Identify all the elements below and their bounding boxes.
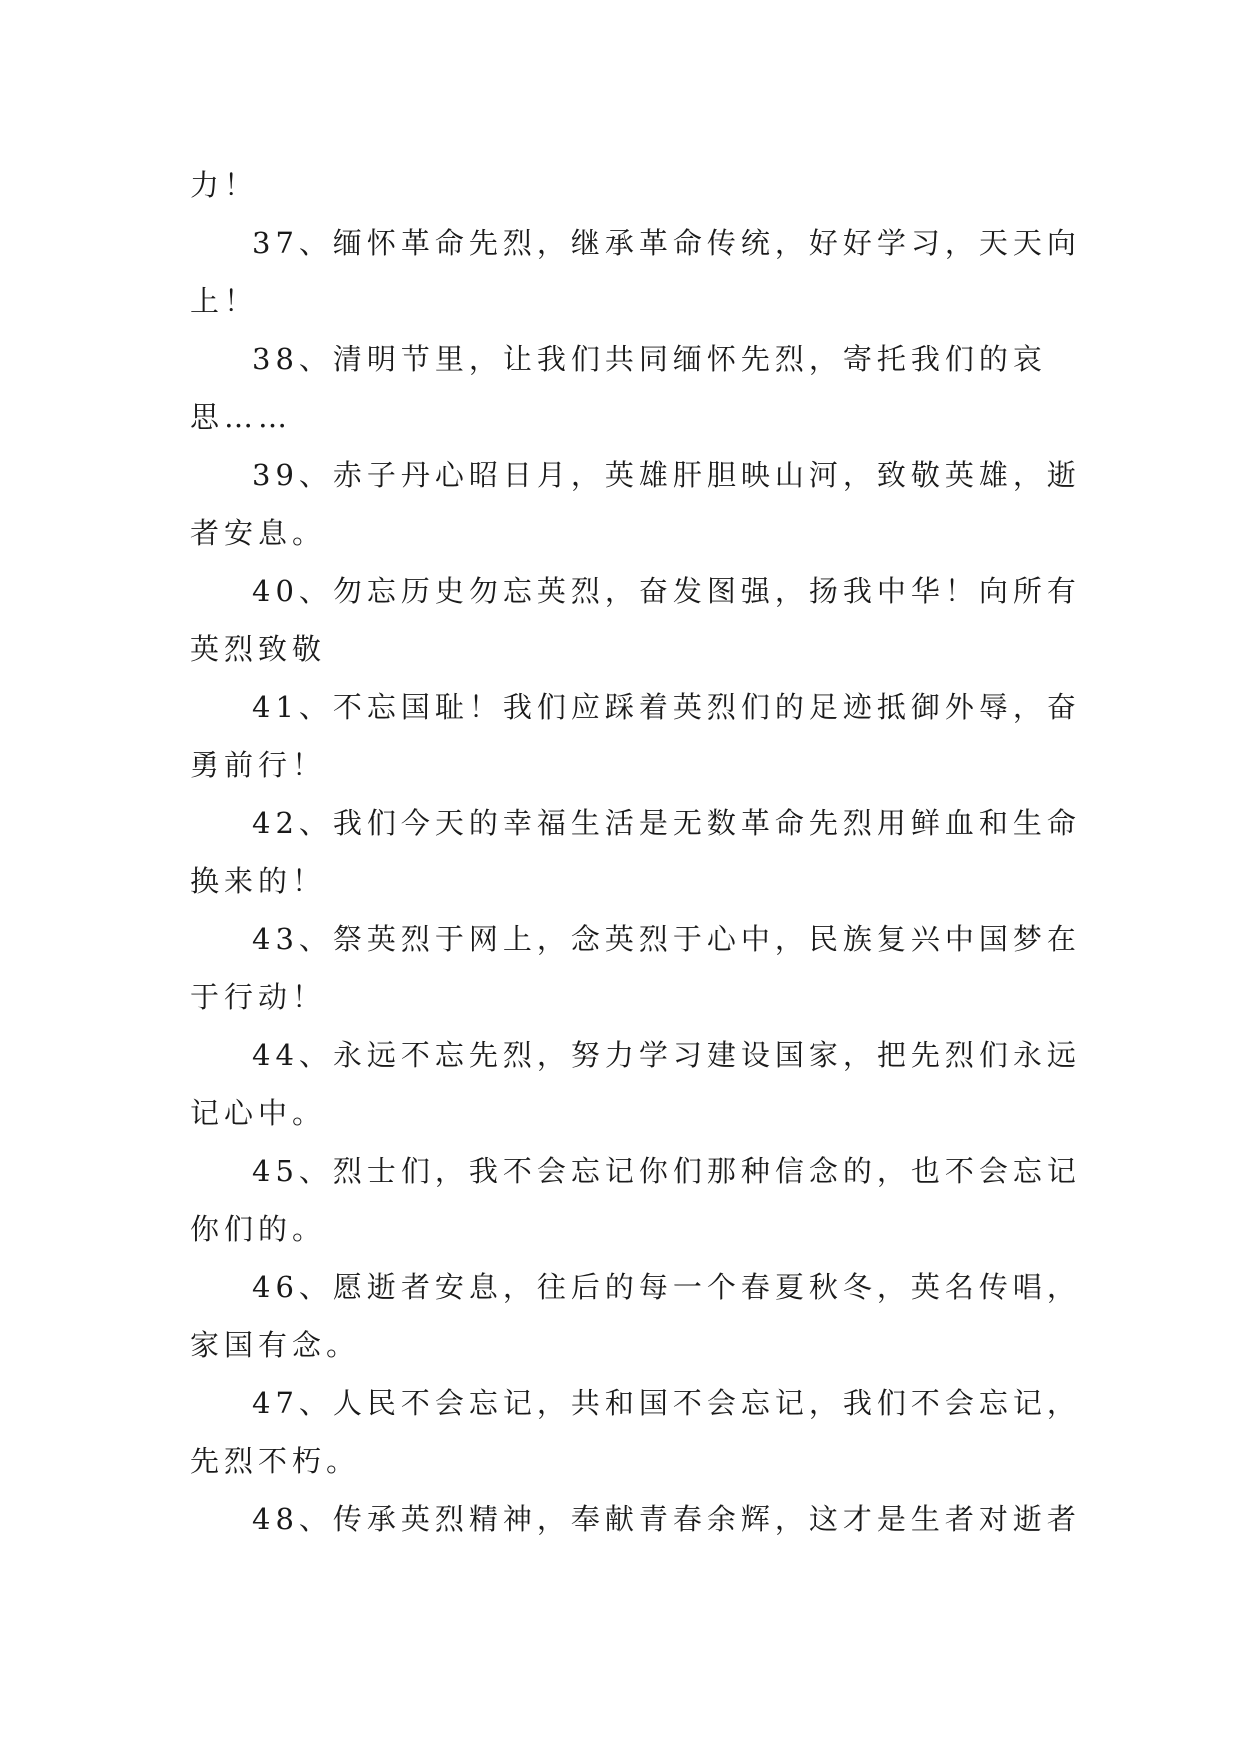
text-line: 上！ [190,284,259,318]
list-item-38: 38、清明节里，让我们共同缅怀先烈，寄托我们的哀 [252,342,1047,376]
text-line: 先烈不朽。 [190,1444,361,1478]
list-item-40: 40、勿忘历史勿忘英烈，奋发图强，扬我中华！向所有 [252,574,1081,608]
list-item-39: 39、赤子丹心昭日月，英雄肝胆映山河，致敬英雄，逝 [252,458,1081,492]
list-item-45: 45、烈士们，我不会忘记你们那种信念的，也不会忘记 [252,1154,1081,1188]
text-line: 换来的！ [190,864,327,898]
text-line: 家国有念。 [190,1328,361,1362]
list-item-43: 43、祭英烈于网上，念英烈于心中，民族复兴中国梦在 [252,922,1081,956]
list-item-42: 42、我们今天的幸福生活是无数革命先烈用鲜血和生命 [252,806,1081,840]
text-line: 记心中。 [190,1096,327,1130]
text-line: 英烈致敬 [190,632,327,666]
text-line: 者安息。 [190,516,327,550]
list-item-46: 46、愿逝者安息，往后的每一个春夏秋冬，英名传唱， [252,1270,1081,1304]
text-line: 你们的。 [190,1212,327,1246]
list-item-47: 47、人民不会忘记，共和国不会忘记，我们不会忘记， [252,1386,1081,1420]
list-item-37: 37、缅怀革命先烈，继承革命传统，好好学习，天天向 [252,226,1081,260]
list-item-44: 44、永远不忘先烈，努力学习建设国家，把先烈们永远 [252,1038,1081,1072]
list-item-48: 48、传承英烈精神，奉献青春余辉，这才是生者对逝者 [252,1502,1081,1536]
text-line: 力！ [190,168,259,202]
text-line: 思…… [190,400,293,434]
text-line: 勇前行！ [190,748,327,782]
text-line: 于行动！ [190,980,327,1014]
list-item-41: 41、不忘国耻！我们应踩着英烈们的足迹抵御外辱，奋 [252,690,1081,724]
